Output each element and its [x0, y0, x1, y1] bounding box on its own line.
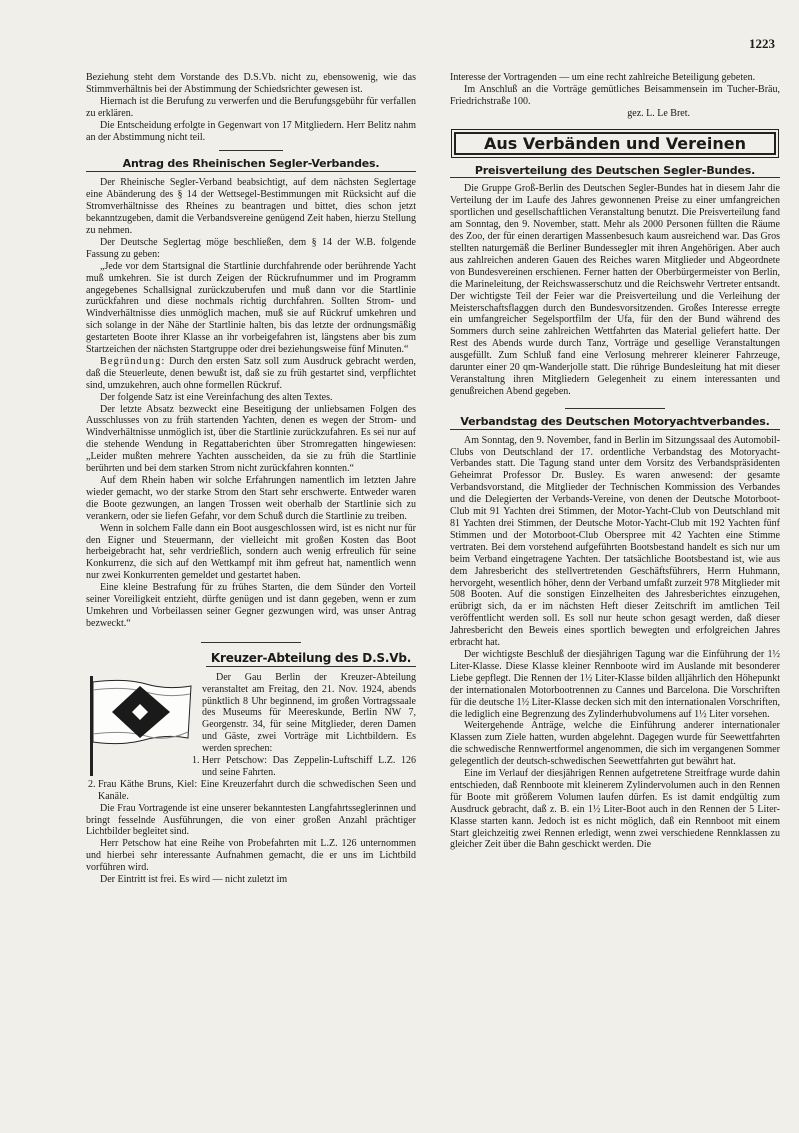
paragraph: Interesse der Vortragenden — um eine recht zahlreiche Beteiligung gebeten. — [450, 72, 756, 83]
paragraph: Der letzte Absatz bezweckt eine Beseitigung der unliebsamen Folgen des Ausschlusses von zu früh startenden Yachten, denen es wegen der Strom- und Windverhältnisse unmöglich ist, über die Startlinie zurückzufahren. Es sei nur auf die stehende Wendung in Regattaberichten über Stromregatten hingewiesen: „Leider mußten mehrere Yachten ausscheiden, da sie zu früh die Startlinie berührten und bei dem starken Strom nicht zurückfahren konnten.“ — [86, 403, 416, 475]
divider — [565, 408, 665, 409]
paragraph: Beziehung steht dem Vorstande des D.S.Vb. nicht zu, ebensowenig, wie das Stimmverhältnis bei der Abstimmung der Schiedsrichter gewesen ist. — [86, 72, 416, 95]
paragraph: Der Eintritt ist frei. Es wird — nicht zuletzt im — [100, 874, 288, 886]
quoted-rule-text: „Jede vor dem Startsignal die Startlinie durchfahrende oder berührende Yacht muß umkehren. Sie ist durch Zeigen der Rückrufnummer und im Programm angegebenes Schallsignal zurückzuberufen und muß dann vor die Startlinie zurückfahren und diese nochmals richtig durchfahren. Sollten Strom- und Windverhältnisse dies unmöglich machen, muß sie auf Rückruf umkehren und sich solange in der Nähe der Startlinie halten, bis das letzte der ordnungsmäßig gestarteten Boote ihrer Klasse an ihr vorbeigefahren ist, längstens aber bis zum Startzeichen der nächsten Startgruppe oder drei beziehungsweise fünf Minuten.“ — [86, 260, 416, 356]
section-heading-preisverteilung: Preisverteilung des Deutschen Segler-Bundes. — [450, 165, 780, 179]
paragraph: Am Sonntag, den 9. November, fand in Berlin im Sitzungssaal des Automobil-Clubs von Deutschland der 17. ordentliche Verbandstag des Motoryacht-Verbandes statt. Die Tagung stand unter dem Vorsitz des Verbandspräsidenten Geheimrat Professor Dr. Busley. Es waren anwesend: der gesamte Verbandsvorstand, die Mitglieder der Technischen Kommission des Verbandes und die Delegierten der Verbands-Vereine, von denen der Deutsche Motorboot-Club mit 91 Yachten drei Stimmen, der Motor-Yacht-Club von Deutschland mit 81 Yachten drei Stimmen, der Deutsche Motor-Yacht-Club mit 192 Yachten fünf Stimmen und der Motorboot-Club Oberspree mit 42 Yachten eine Stimme vertraten. Bei dem vorstehend aufgeführten Bootsbestand handelt es sich nur um beim Verband eingetragene Yachten. Der tatsächliche Bootsbestand ist, wie aus dem Jahresbericht des stellvertretenden Geschäftsführers, Herrn Huhmann, hervorgeht, wesentlich höher, denn der Verband umfaßt zurzeit 978 Mitglieder mit 508 Booten. Auf die sonstigen Einzelheiten des Jahresberichtes einzugehen, erübrigt sich, da er im nächsten Heft dieser Zeitschrift im amtlichen Teil veröffentlicht werden soll. Es soll nur heute schon gesagt werden, daß dieser Jahresbericht den Beweis eines sportlich bewegten und erfolgreichen Jahres erbracht hat. — [450, 434, 780, 649]
kreuzer-flag-image — [86, 676, 196, 776]
left-column — [86, 72, 416, 886]
page-number: 1223 — [749, 36, 775, 51]
list-item: 2. Frau Käthe Bruns, Kiel: Eine Kreuzerfahrt durch die schwedischen Seen und Kanäle. — [98, 779, 416, 803]
paragraph: Die Entscheidung erfolgte in Gegenwart von 17 Mitgliedern. Herr Belitz nahm an der Abstimmung nicht teil. — [86, 119, 416, 143]
divider — [219, 150, 283, 151]
paragraph: Auf dem Rhein haben wir solche Erfahrungen namentlich im letzten Jahre wieder gemacht, wo der starke Strom den Start sehr erschwerte. Entweder waren die Boote gezwungen, an langen Trossen weit oberhalb der Startlinie sich zu verankern, oder sie liefen Gefahr, vor dem Schuß durch die Startlinie zu treiben. — [86, 475, 416, 522]
divider — [201, 642, 301, 643]
list-item: 1. Herr Petschow: Das Zeppelin-Luftschiff L.Z. 126 und seine Fahrten. — [98, 755, 416, 779]
paragraph: Eine kleine Bestrafung für zu frühes Starten, die dem Sünder den Vorteil seiner Voreiligkeit entzieht, dürfte genügen und ist dann gegeben, wenn er zum Umkehren und Vorbeilassen seiner Gegner gezwungen wird, was unser Antrag bezweckt.“ — [86, 582, 416, 629]
signature: gez. L. Le Bret. — [627, 107, 690, 119]
paragraph: Der Deutsche Seglertag möge beschließen, dem § 14 der W.B. folgende Fassung zu geben: — [86, 236, 416, 260]
paragraph: Der Rheinische Segler-Verband beabsichtigt, auf dem nächsten Seglertage eine Abänderung des § 14 der Wettsegel-Bestimmungen mit Rücksicht auf die Stromverhältnisse des Rheines zu beantragen und bittet, dies schon jetzt bekanntzugeben, damit die Verbandsvereine genügend Zeit haben, hierzu Stellung zu nehmen. — [86, 177, 416, 236]
section-heading-motoryacht: Verbandstag des Deutschen Motoryachtverbandes. — [450, 416, 780, 430]
right-column — [450, 72, 780, 851]
paragraph: Herr Petschow hat eine Reihe von Probefahrten mit L.Z. 126 unternommen und hierbei sehr interessante Aufnahmen gemacht, die er uns im Lichtbild vorführen wird. — [86, 838, 416, 874]
begruendung-text: Durch den ersten Satz soll zum Ausdruck gebracht werden, daß die Steuerleute, denen bewußt ist, daß sie zu früh gestartet sind, verpflichtet sind, umzukehren, auch ohne formellen Rückruf. — [86, 355, 416, 391]
section-banner: Aus Verbänden und Vereinen — [454, 132, 776, 155]
paragraph: Der folgende Satz ist eine Vereinfachung des alten Textes. — [100, 391, 333, 403]
paragraph: Der wichtigste Beschluß der diesjährigen Tagung war die Einführung der 1½ Liter-Klasse. Diese Klasse kleiner Rennboote wird im Auslande mit besonderer Liebe gepflegt. Die Rennen der 1½ Liter-Klasse bilden alljährlich den Höhepunkt der internationalen Motorbootrennen zu Cannes und Barcelona. Die Vorschriften für die deutsche 1½ Liter-Klasse decken sich mit den internationalen Vorschriften, die lediglich eine Begrenzung des Zylinderhubvolumens auf 1½ Liter vorsehen. — [450, 648, 780, 720]
paragraph: Weitergehende Anträge, welche die Einführung anderer internationaler Klassen zum Ziele hatten, wurden abgelehnt. Dagegen wurde für Seewettfahrten die schwedische Rennwertformel angenommen, die sich im vergangenen Sommer gelegentlich der deutsch-schwedischen Seewettfahrten gut bewährt hat. — [450, 720, 780, 768]
paragraph: Im Anschluß an die Vorträge gemütliches Beisammensein im Tucher-Bräu, Friedrichstraße 100. — [450, 83, 780, 107]
section-heading-antrag: Antrag des Rheinischen Segler-Verbandes. — [86, 158, 416, 172]
paragraph: Hiernach ist die Berufung zu verwerfen und die Berufungsgebühr für verfallen zu erklären. — [86, 95, 416, 119]
paragraph: Die Frau Vortragende ist eine unserer bekanntesten Langfahrtsseglerinnen und bringt fesselnde Ausführungen, die von einer großen Anzahl prächtiger Lichtbilder begleitet sind. — [86, 802, 416, 838]
section-heading-kreuzer: Kreuzer-Abteilung des D.S.Vb. — [206, 653, 416, 667]
paragraph: Die Gruppe Groß-Berlin des Deutschen Segler-Bundes hat in diesem Jahr die Verteilung der im Laufe des Jahres gewonnenen Preise zu einer umfangreichen sportlichen und gesellschaftlichen Veranstaltung benutzt. Die Preisverteilung fand am Sonntag, den 9. November, statt. Mehr als 2000 Personen füllten die Räume des Zoo, der für einen derartigen Massenbesuch kaum ausreichend war. Das Gros stellten naturgemäß die Berliner Bundessegler mit ihren Angehörigen. Aber auch aus zahlreichen anderen Gauen des Reiches waren Mitglieder und Abgeordnete von Bundesvereinen erschienen. Ferner hatten der Oberbürgermeister von Berlin, die Marineleitung, der Reichswasserschutz und die Reichswehr Vertreter entsandt. Der wichtigste Teil der Feier war die Preisverteilung und die Verleihung der Meisterschaftsflaggen durch den Bundesvorsitzenden. Großes Interesse erregte ein umfangreicher Segelsportfilm der Ufa, für den der Bund während des Sommers durch seine zahlreichen Wettfahrten das Material geliefert hatte. Der Rest des Abends wurde durch Tanz, Vorträge und gesellige Veranstaltungen ausgefüllt. Zum Schluß fand eine Verlosung mehrerer kleinerer Fahrzeuge, darunter einer 20 qm-Wanderjolle statt. Die rührige Bundesleitung hat mit dieser Veranstaltung ihren Mitgliedern Gelegenheit zu einem interessanten und genußreichen Abend gegeben. — [450, 183, 780, 397]
paragraph-begruendung — [86, 356, 416, 392]
begruendung-label: Begründung: — [100, 355, 166, 367]
paragraph: Der Gau Berlin der Kreuzer-Abteilung veranstaltet am Freitag, den 21. Nov. 1924, abends pünktlich 8 Uhr beginnend, im großen Vortragssaale des Museums für Meereskunde, Berlin NW 7, Georgenstr. 34, für seine Mitglieder, deren Damen und Gäste, zwei Vorträge mit Lichtbildern. Es werden sprechen: — [202, 671, 416, 755]
paragraph: Eine im Verlauf der diesjährigen Rennen aufgetretene Streitfrage wurde dahin entschieden, daß Rennboote mit kleinerem Zylindervolumen auch in den Rennen für Boote mit größerem Volumen laufen dürfen. Es ist damit endgültig zum Ausdruck gebracht, daß z. B. ein 1½ Liter-Boot auch in den Rennen der 5 Liter-Klasse starten kann. Jedoch ist es nicht möglich, daß ein Rennboot mit einem Start gleichzeitig zwei Rennen erledigt, wenn zwei verschiedene Rennklassen zu gleicher Zeit über die Bahn geschickt werden. Die — [450, 768, 780, 851]
paragraph: Wenn in solchem Falle dann ein Boot ausgeschlossen wird, ist es nicht nur für den Eigner und Steuermann, der vielleicht mit großen Kosten das Boot herbeigebracht hat, sehr verdrießlich, sondern auch wenig erfreulich für seine Konkurrenz, die sich auf den Wettkampf mit ihm gefreut hat, namentlich wenn nur zwei Konkurrenten gemeldet und gestartet haben. — [86, 522, 416, 582]
